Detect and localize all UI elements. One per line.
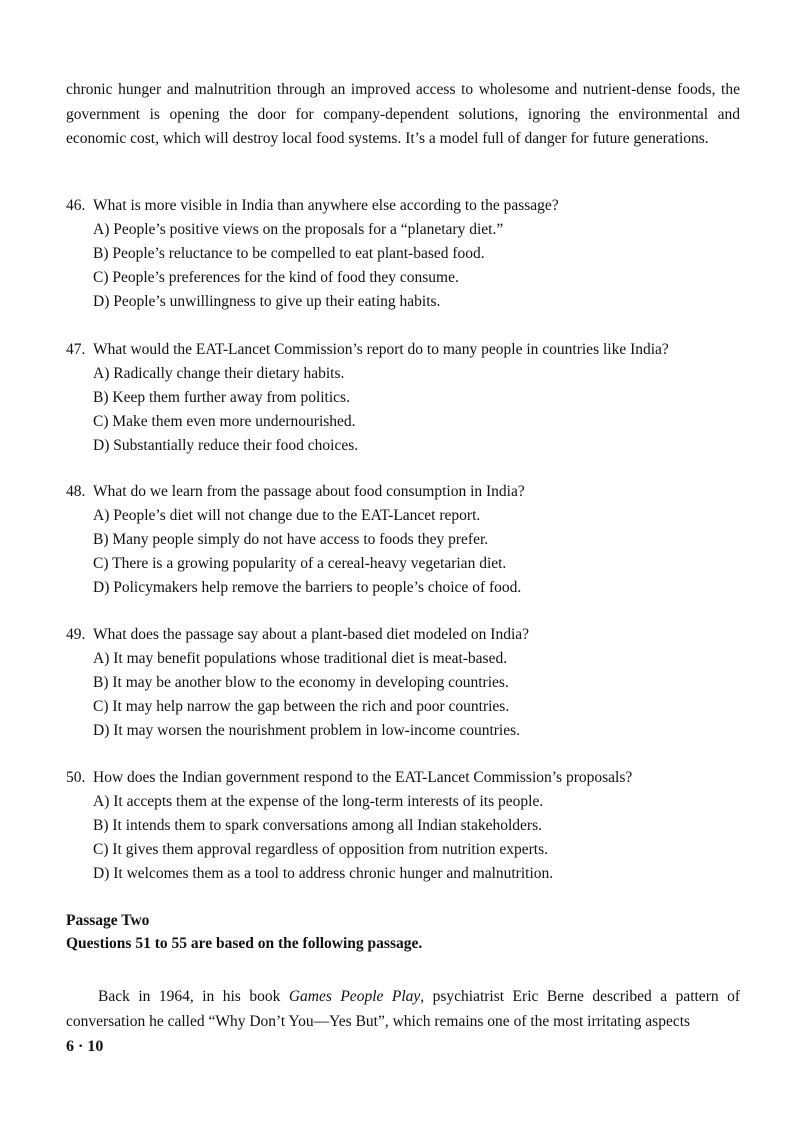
option-d: D) It may worsen the nourishment problem in low-income countries. — [93, 722, 521, 739]
option-d: D) People’s unwillingness to give up their eating habits. — [93, 293, 441, 310]
option-d: D) Policymakers help remove the barriers to people’s choice of food. — [93, 579, 522, 596]
option-b: B) It intends them to spark conversations among all Indian stakeholders. — [93, 817, 542, 834]
question-text: What do we learn from the passage about food consumption in India? — [93, 483, 525, 500]
option-a: A) It accepts them at the expense of the long-term interests of its people. — [93, 793, 544, 810]
question-46 — [66, 194, 766, 314]
option-d: D) It welcomes them as a tool to address chronic hunger and malnutrition. — [93, 865, 554, 882]
option-a: A) People’s diet will not change due to the EAT-Lancet report. — [93, 507, 481, 524]
question-47 — [66, 338, 766, 458]
question-number: 48. — [66, 483, 86, 500]
option-list — [66, 647, 766, 743]
question-stem — [66, 480, 766, 504]
book-title: Games People Play — [288, 988, 421, 1005]
option-a: A) Radically change their dietary habits. — [93, 365, 345, 382]
question-text: How does the Indian government respond to the EAT-Lancet Commission’s proposals? — [93, 769, 633, 786]
passage-body — [66, 984, 740, 1034]
question-number: 47. — [66, 341, 86, 358]
option-b: B) Keep them further away from politics. — [93, 389, 350, 406]
option-list — [66, 362, 766, 458]
question-49 — [66, 623, 766, 743]
option-a: A) People’s positive views on the proposals for a “planetary diet.” — [93, 221, 504, 238]
question-stem — [66, 338, 766, 362]
question-stem — [66, 194, 766, 218]
question-text: What would the EAT-Lancet Commission’s report do to many people in countries like India? — [93, 341, 669, 358]
question-48 — [66, 480, 766, 600]
passage-body-start: Back in 1964, in his book — [98, 988, 289, 1005]
question-number: 49. — [66, 626, 86, 643]
page-number: 6 · 10 — [66, 1038, 104, 1055]
option-c: C) It may help narrow the gap between the rich and poor countries. — [93, 698, 510, 715]
option-list — [66, 218, 766, 314]
option-list — [66, 504, 766, 600]
question-text: What is more visible in India than anywhere else according to the passage? — [93, 197, 559, 214]
intro-paragraph: chronic hunger and malnutrition through an improved access to wholesome and nutrient-dense foods, the government is opening the door for company-dependent solutions, ignoring the environmental and economic cost, which will destroy local food systems. It’s a model full of danger for future generations. — [66, 81, 740, 147]
option-c: C) It gives them approval regardless of opposition from nutrition experts. — [93, 841, 549, 858]
question-50 — [66, 766, 766, 886]
passage-instruction: Questions 51 to 55 are based on the following passage. — [66, 935, 423, 952]
option-c: C) People’s preferences for the kind of food they consume. — [93, 269, 459, 286]
question-text: What does the passage say about a plant-based diet modeled on India? — [93, 626, 530, 643]
option-c: C) Make them even more undernourished. — [93, 413, 356, 430]
question-number: 50. — [66, 769, 86, 786]
option-d: D) Substantially reduce their food choices. — [93, 437, 359, 454]
question-stem — [66, 623, 766, 647]
passage-body-end: , psychiatrist Eric Berne described a pattern of conversation he called “Why Don’t You—Yes But”, which remains one of the most irritating aspects — [66, 988, 740, 1030]
option-c: C) There is a growing popularity of a cereal-heavy vegetarian diet. — [93, 555, 507, 572]
option-b: B) Many people simply do not have access to foods they prefer. — [93, 531, 489, 548]
option-list — [66, 790, 766, 886]
option-b: B) It may be another blow to the economy in developing countries. — [93, 674, 509, 691]
question-number: 46. — [66, 197, 86, 214]
passage-title: Passage Two — [66, 912, 150, 929]
option-a: A) It may benefit populations whose traditional diet is meat-based. — [93, 650, 508, 667]
option-b: B) People’s reluctance to be compelled to eat plant-based food. — [93, 245, 485, 262]
question-stem — [66, 766, 766, 790]
